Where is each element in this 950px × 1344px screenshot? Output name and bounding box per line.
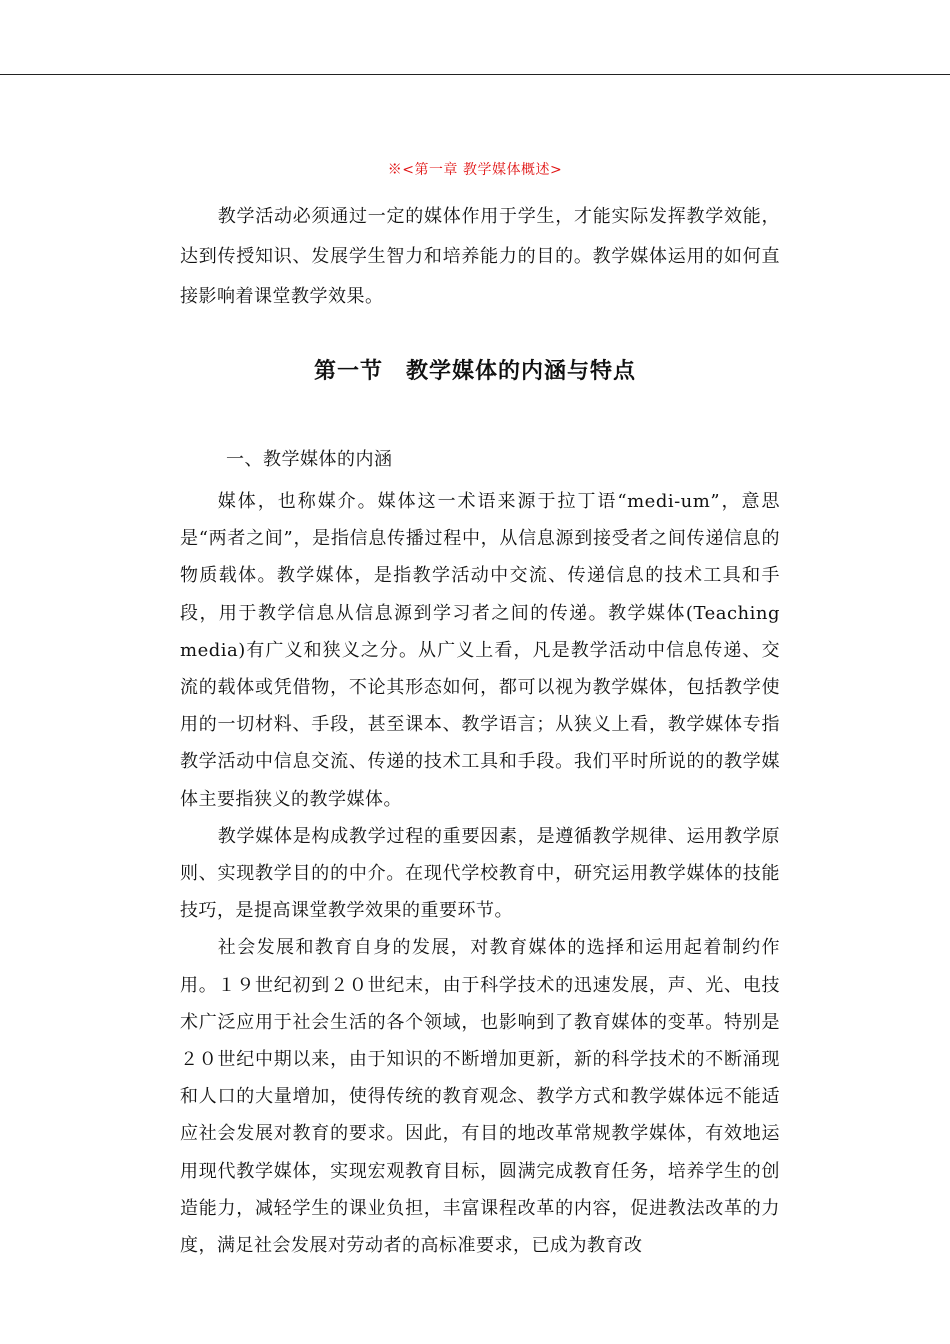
body-text (180, 483, 780, 1264)
intro-paragraph: 教学活动必须通过一定的媒体作用于学生，才能实际发挥教学效能，达到传授知识、发展学生智力和培养能力的目的。教学媒体运用的如何直接影响着课堂教学效果。 (180, 206, 780, 307)
paragraph: 媒体，也称媒介。媒体这一术语来源于拉丁语“medi-um”，意思是“两者之间”，是指信息传播过程中，从信息源到接受者之间传递信息的物质载体。教学媒体，是指教学活动中交流、传递信息的技术工具和手段，用于教学信息从信息源到学习者之间的传递。教学媒体(Teaching media)有广义和狭义之分。从广义上看，凡是教学活动中信息传递、交流的载体或凭借物，不论其形态如何，都可以视为教学媒体，包括教学使用的一切材料、手段，甚至课本、教学语言；从狭义上看，教学媒体专指教学活动中信息交流、传递的技术工具和手段。我们平时所说的的教学媒体主要指狭义的教学媒体。 (180, 491, 780, 810)
header-rule (0, 74, 950, 75)
section-title: 第一节 教学媒体的内涵与特点 (313, 359, 636, 384)
paragraph: 教学媒体是构成教学过程的重要因素，是遵循教学规律、运用教学原则、实现教学目的的中介。在现代学校教育中，研究运用教学媒体的技能技巧，是提高课堂教学效果的重要环节。 (180, 825, 780, 922)
subsection-title: 一、教学媒体的内涵 (226, 449, 393, 470)
paragraph: 社会发展和教育自身的发展，对教育媒体的选择和运用起着制约作用。１９世纪初到２０世纪末，由于科学技术的迅速发展，声、光、电技术广泛应用于社会生活的各个领域，也影响到了教育媒体的变革。特别是２０世纪中期以来，由于知识的不断增加更新，新的科学技术的不断涌现和人口的大量增加，使得传统的教育观念、教学方式和教学媒体远不能适应社会发展对教育的要求。因此，有目的地改革常规教学媒体，有效地运用现代教学媒体，实现宏观教育目标，圆满完成教育任务，培养学生的创造能力，减轻学生的课业负担，丰富课程改革的内容，促进教法改革的力度，满足社会发展对劳动者的高标准要求，已成为教育改 (180, 937, 780, 1257)
chapter-title: ※<第一章 教学媒体概述> (387, 162, 563, 178)
intro-block (180, 197, 780, 317)
